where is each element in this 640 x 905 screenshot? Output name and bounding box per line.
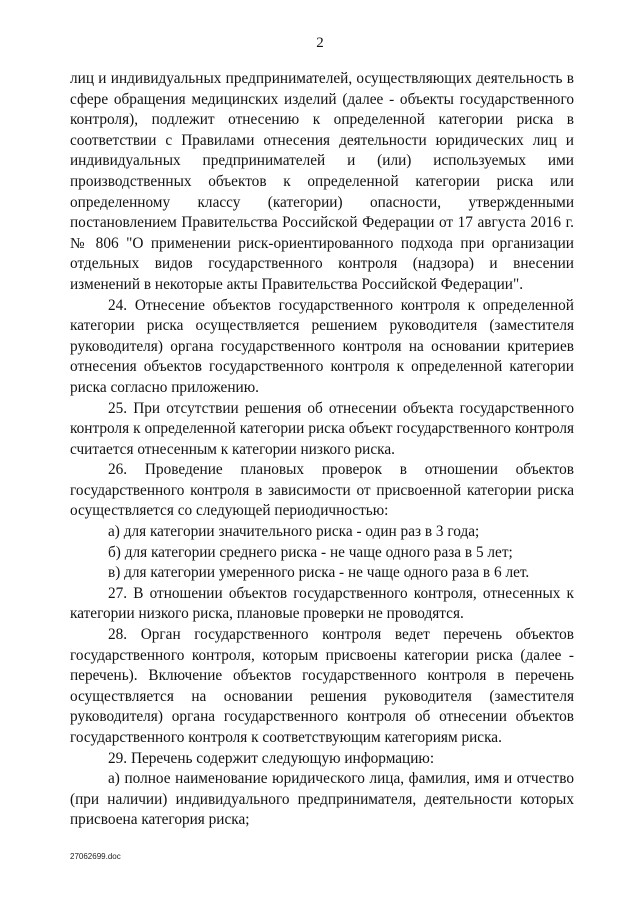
paragraph-25: 25. При отсутствии решения об отнесении объекта государственного контроля к определенной категории риска объект государственного контроля считается отнесенным к категории низкого риска. (70, 399, 574, 458)
paragraph-26: 26. Проведение плановых проверок в отношении объектов государственного контроля в зависимости от присвоенной категории риска осуществляется со следующей периодичностью: (70, 461, 574, 520)
paragraph-28: 28. Орган государственного контроля ведет перечень объектов государственного контроля, которым присвоены категории риска (далее - перечень). Включение объектов государственного контроля в перечень осуществляется на основании решения руководителя (заместителя руководителя) органа государственного контроля об отнесении объектов государственного контроля к соответствующим категориям риска. (70, 626, 574, 746)
paragraph-29-item-a: а) полное наименование юридического лица, фамилия, имя и отчество (при наличии) индивидуального предпринимателя, деятельности которых присвоена категория риска; (70, 770, 574, 829)
paragraph-continuation: лиц и индивидуальных предпринимателей, осуществляющих деятельность в сфере обращения медицинских изделий (далее - объекты государственного контроля), подлежит отнесению к определенной категории риска в соответствии с Правилами отнесения деятельности юридических лиц и индивидуальных предпринимателей и (или) используемых ими производственных объектов к определенной категории риска или определенному классу (категории) опасности, утвержденными постановлением Правительства Российской Федерации от 17 августа 2016 г. № 806 "О применении риск-ориентированного подхода при организации отдельных видов государственного контроля (надзора) и внесении изменений в некоторые акты Правительства Российской Федерации". (70, 70, 574, 293)
paragraph-29: 29. Перечень содержит следующую информацию: (108, 749, 435, 767)
document-body (70, 69, 574, 831)
paragraph-26-item-b: б) для категории среднего риска - не чаще одного раза в 5 лет; (108, 543, 513, 561)
paragraph-26-item-c: в) для категории умеренного риска - не чаще одного раза в 6 лет. (108, 564, 530, 582)
page-number: 2 (316, 35, 324, 51)
paragraph-27: 27. В отношении объектов государственного контроля, отнесенных к категории низкого риска, плановые проверки не проводятся. (70, 584, 574, 623)
paragraph-26-item-a: а) для категории значительного риска - один раз в 3 года; (108, 523, 480, 541)
paragraph-24: 24. Отнесение объектов государственного контроля к определенной категории риска осуществляется решением руководителя (заместителя руководителя) органа государственного контроля на основании критериев отнесения объектов государственного контроля к определенной категории риска согласно приложению. (70, 296, 574, 396)
document-file-code: 27062699.doc (70, 852, 121, 861)
